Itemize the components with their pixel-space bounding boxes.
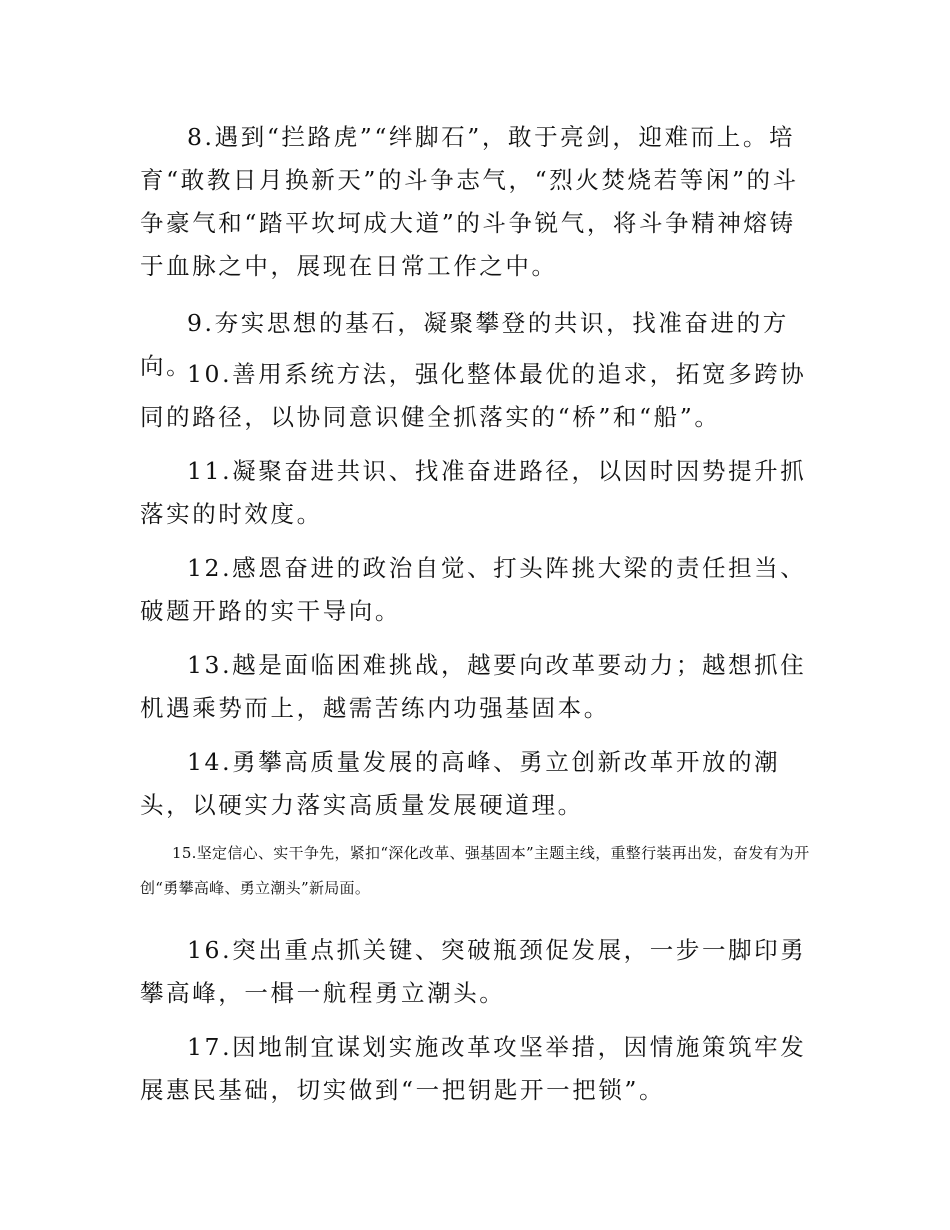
paragraph-10: 10.善用系统方法，强化整体最优的追求，拓宽多跨协同的路径，以协同意识健全抓落实的“桥”和“船”。 [140, 360, 807, 431]
paragraph-13: 13.越是面临困难挑战，越要向改革要动力；越想抓住机遇乘势而上，越需苦练内功强基固本。 [140, 651, 807, 722]
paragraph-11: 11.凝聚奋进共识、找准奋进路径，以因时因势提升抓落实的时效度。 [140, 457, 807, 528]
paragraph-12: 12.感恩奋进的政治自觉、打头阵挑大梁的责任担当、破题开路的实干导向。 [140, 554, 807, 625]
paragraph-9: 9.夯实思想的基石，凝聚攀登的共识，找准奋进的方向。 [140, 309, 789, 380]
paragraph-17: 17.因地制宜谋划实施改革攻坚举措，因情施策筑牢发展惠民基础，切实做到“一把钥匙开一把锁”。 [140, 1033, 807, 1104]
paragraph-16: 16.突出重点抓关键、突破瓶颈促发展，一步一脚印勇攀高峰，一楫一航程勇立潮头。 [140, 936, 807, 1007]
paragraph-8: 8.遇到“拦路虎”“绊脚石”，敢于亮剑，迎难而上。培育“敢教日月换新天”的斗争志气，“烈火焚烧若等闲”的斗争豪气和“踏平坎坷成大道”的斗争锐气，将斗争精神熔铸于血脉之中，展现在日常工作之中。 [140, 123, 799, 280]
paragraph-15: 15.坚定信心、实干争先，紧扣“深化改革、强基固本”主题主线，重整行装再出发，奋发有为开创“勇攀高峰、勇立潮头”新局面。 [140, 844, 810, 897]
paragraph-14: 14.勇攀高质量发展的高峰、勇立创新改革开放的潮头，以硬实力落实高质量发展硬道理。 [140, 748, 781, 819]
